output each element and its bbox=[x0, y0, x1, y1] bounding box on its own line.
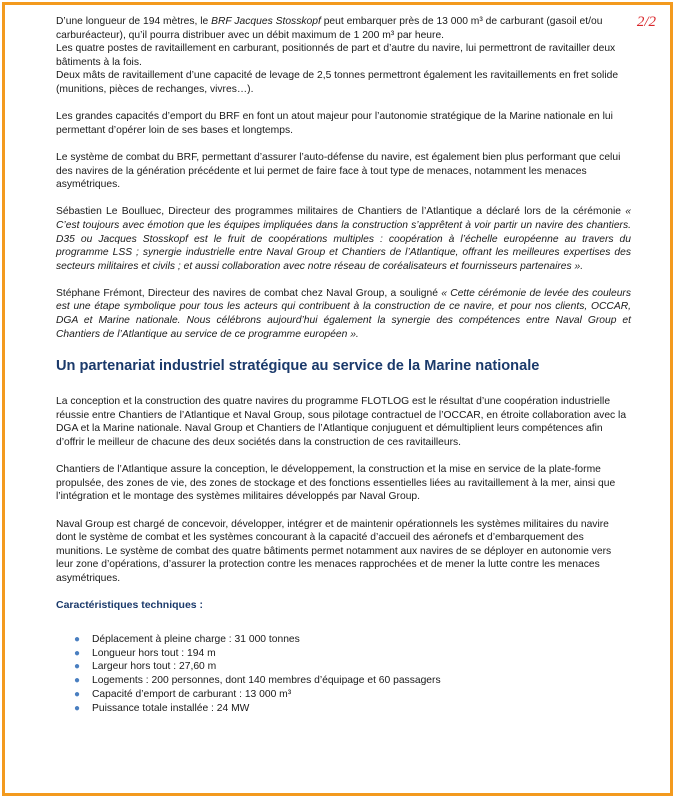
list-item bbox=[74, 674, 631, 688]
spec-text: Largeur hors tout : 27,60 m bbox=[92, 661, 217, 673]
page-number: 2/2 bbox=[636, 14, 656, 30]
ship-name: BRF Jacques Stosskopf bbox=[211, 16, 321, 27]
paragraph-naval-group: Naval Group est chargé de concevoir, développer, intégrer et de maintenir opérationnels les systèmes militaires du navire dont le système de combat et les systèmes concourant à la capacité d’accueil des aéronefs et d’embarquement des munitions. Le système de combat des quatre bâtiments permet notamment aux navires de se déployer en autonomie vers leur zone d’opérations, d’assurer la protection contre les menaces rapprochées et de mener la lutte contre les menaces asymétriques. bbox=[56, 518, 612, 584]
paragraph-flotlog: La conception et la construction des quatre navires du programme FLOTLOG est le résultat d’une coopération industrielle réussie entre Chantiers de l’Atlantique et Naval Group, sous pilotage contractuel de l’OCCAR, en étroite collaboration avec la DGA et la Marine nationale. Naval Group et Chantiers de l’Atlantique conjuguent et démultiplient leurs compétences afin d’offrir le meilleur de chacune des deux sociétés dans la construction de ces ravitailleurs. bbox=[56, 396, 627, 449]
bullet-icon: ● bbox=[74, 633, 81, 645]
paragraph-chantiers: Chantiers de l’Atlantique assure la conception, le développement, la construction et la mise en service de la plate-forme propulsée, des zones de vie, des zones de stockage et des fonctions essentielles liées au ravitaillement à la mer, ainsi que l’intégration et le montage des systèmes militaires développés par Naval Group. bbox=[56, 464, 616, 503]
bullet-icon: ● bbox=[74, 688, 81, 700]
section-heading: Un partenariat industriel stratégique au service de la Marine nationale bbox=[56, 358, 540, 375]
quote-intro: Sébastien Le Boulluec, Directeur des programmes militaires de Chantiers de l’Atlantique a déclaré lors de la cérémonie bbox=[56, 206, 626, 218]
paragraph-length bbox=[56, 15, 631, 42]
document-body bbox=[56, 15, 631, 716]
quote-intro: Stéphane Frémont, Directeur des navires de combat chez Naval Group, a souligné bbox=[56, 287, 442, 299]
paragraph-quote-leboulluec bbox=[56, 205, 631, 273]
list-item bbox=[74, 647, 631, 661]
quote-text: « Cette cérémonie de levée des couleurs est une étape symbolique pour tous les acteurs qui contribuent à la construction de ce navire, et pour nos clients, OCCAR, DGA et Marine nationale. Nous célébrons aujourd’hui également la synergie des compétences entre Naval Group et Chantiers de l’Atlantique au service de ce programme européen ». bbox=[56, 287, 631, 340]
paragraph-capacity: Les grandes capacités d’emport du BRF en font un atout majeur pour l’autonomie stratégique de la Marine nationale en lui permettant d’opérer loin de ses bases et longtemps. bbox=[56, 111, 613, 136]
spec-text: Déplacement à pleine charge : 31 000 tonnes bbox=[92, 633, 300, 645]
document-page bbox=[2, 2, 673, 796]
paragraph-text: D’une longueur de 194 mètres, le bbox=[56, 16, 212, 27]
spec-text: Logements : 200 personnes, dont 140 membres d’équipage et 60 passagers bbox=[92, 675, 441, 687]
specs-list bbox=[56, 633, 631, 716]
paragraph-combat-system: Le système de combat du BRF, permettant d’assurer l’auto-défense du navire, est également bien plus performant que celui des navires de la génération précédente et lui permet de faire face à tout type de menaces, notamment les menaces asymétriques. bbox=[56, 151, 621, 191]
paragraph-text: peut embarquer près de 13 000 m³ de carburant (gasoil et/ou carburéacteur), qu’il pourra distribuer avec un débit maximum de 1 200 m³ par heure. bbox=[56, 16, 603, 41]
list-item bbox=[74, 660, 631, 674]
paragraph-masts: Deux mâts de ravitaillement d’une capacité de levage de 2,5 tonnes permettront également les ravitaillements en fret solide (munitions, pièces de rechanges, vivres…). bbox=[56, 70, 619, 95]
bullet-icon: ● bbox=[74, 661, 81, 673]
paragraph-refuel-stations: Les quatre postes de ravitaillement en carburant, positionnés de part et d’autre du navire, lui permettront de ravitailler deux bâtiments à la fois. bbox=[56, 43, 616, 68]
list-item bbox=[74, 688, 631, 702]
spec-text: Capacité d’emport de carburant : 13 000 m³ bbox=[92, 688, 292, 700]
list-item bbox=[74, 702, 631, 716]
quote-text: « C’est toujours avec émotion que les équipes impliquées dans la construction s’apprêtent à voir partir un navire des chantiers. D35 ou Jacques Stosskopf est le fruit de coopérations multiples : coopération à l’échelle européenne au travers du programme LSS ; synergie industrielle entre Naval Group et Chantiers de l’Atlantique, offrant les meilleures expertises des secteurs militaires et civils ; et aussi collaboration avec notre réseau de coréalisateurs et fournisseurs partenaires ». bbox=[56, 206, 631, 272]
spec-text: Longueur hors tout : 194 m bbox=[92, 647, 216, 659]
bullet-icon: ● bbox=[74, 675, 81, 687]
list-item bbox=[74, 633, 631, 647]
bullet-icon: ● bbox=[74, 647, 81, 659]
paragraph-quote-fremont bbox=[56, 287, 631, 341]
specs-title: Caractéristiques techniques : bbox=[56, 599, 204, 612]
spec-text: Puissance totale installée : 24 MW bbox=[92, 702, 250, 714]
bullet-icon: ● bbox=[74, 702, 81, 714]
